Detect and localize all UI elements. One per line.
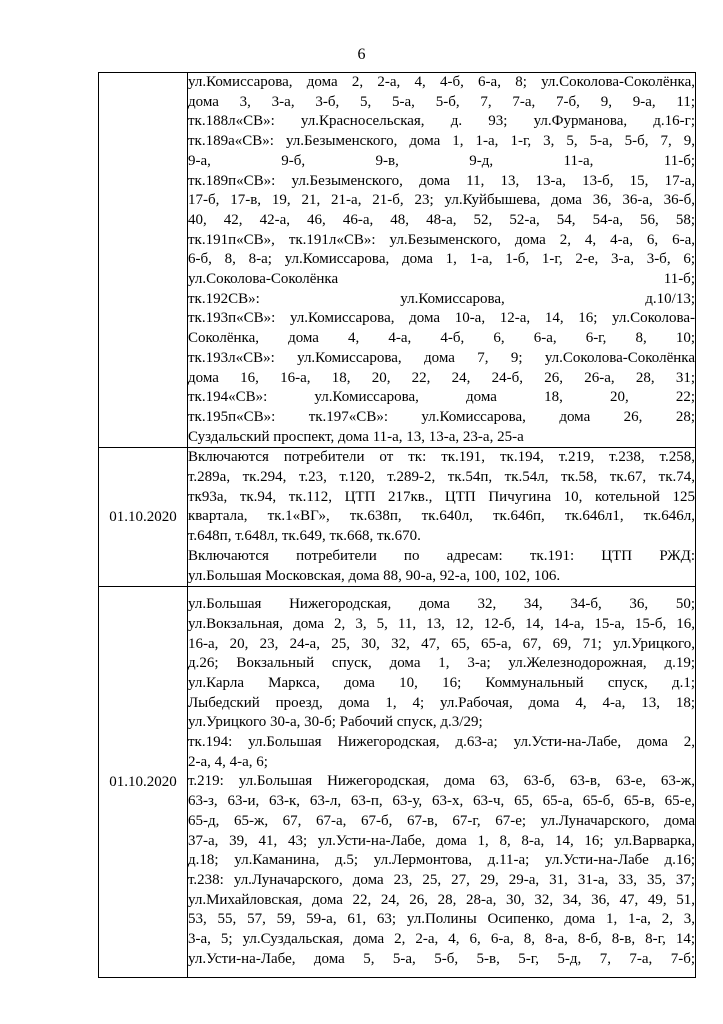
- text-line: дома 3, 3-а, 3-б, 5, 5-а, 5-б, 7, 7-а, 7-б, 9, 9-а, 11;: [188, 93, 695, 110]
- text-line: ул.Вокзальная, дома 2, 3, 5, 11, 13, 12, 12-б, 14, 14-а, 15-а, 15-б, 16,: [188, 615, 695, 632]
- text-line: тк.194«СВ»: ул.Комиссарова, дома 18, 20, 22;: [188, 389, 695, 406]
- text-line: 37-а, 39, 41, 43; ул.Усти-на-Лабе, дома 1, 8, 8-а, 14, 16; ул.Варварка,: [188, 832, 695, 849]
- text-line: Включаются потребители от тк: тк.191, тк.194, т.219, т.238, т.258,: [188, 449, 695, 466]
- table-row: [99, 448, 696, 587]
- date-cell: 01.10.2020: [99, 587, 188, 978]
- text-line: тк.192СВ»: ул.Комиссарова, д.10/13;: [188, 290, 695, 307]
- text-line: тк93а, тк.94, тк.112, ЦТП 217кв., ЦТП Пичугина 10, котельной 125: [188, 488, 695, 505]
- text-line: ул.Михайловская, дома 22, 24, 26, 28, 28-а, 30, 32, 34, 36, 47, 49, 51,: [188, 891, 695, 908]
- text-line: 17-б, 17-в, 19, 21, 21-а, 21-б, 23; ул.Куйбышева, дома 36, 36-а, 36-б,: [188, 192, 695, 209]
- text-line: квартала, тк.1«ВГ», тк.638п, тк.640л, тк.646п, тк.646л1, тк.646л,: [188, 508, 695, 525]
- page-number: 6: [357, 46, 366, 63]
- text-line: Включаются потребители по адресам: тк.191: ЦТП РЖД:: [188, 547, 695, 564]
- text-line: тк.195п«СВ»: тк.197«СВ»: ул.Комиссарова, дома 26, 28;: [188, 408, 695, 425]
- text-line: д.26; Вокзальный спуск, дома 1, 3-а; ул.Железнодорожная, д.19;: [188, 655, 695, 672]
- text-line: Соколёнка, дома 4, 4-а, 4-б, 6, 6-а, 6-г, 8, 10;: [188, 330, 695, 347]
- text-line: ул.Большая Московская, дома 88, 90-а, 92-а, 100, 102, 106.: [188, 567, 561, 584]
- date-cell: [99, 73, 188, 448]
- text-line: т.219: ул.Большая Нижегородская, дома 63, 63-б, 63-в, 63-е, 63-ж,: [188, 773, 695, 790]
- text-line: тк.188л«СВ»: ул.Красносельская, д. 93; ул.Фурманова, д.16-г;: [188, 113, 695, 130]
- text-line: т.648п, т.648л, тк.649, тк.668, тк.670.: [188, 528, 421, 545]
- table-row: [99, 73, 696, 448]
- text-line: Лыбедский проезд, дома 1, 4; ул.Рабочая, дома 4, 4-а, 13, 18;: [188, 694, 695, 711]
- text-line: тк.189п«СВ»: ул.Безыменского, дома 11, 13, 13-а, 13-б, 15, 17-а,: [188, 172, 695, 189]
- text-line: ул.Соколова-Соколёнка 11-б;: [188, 271, 695, 288]
- text-line: т.238: ул.Луначарского, дома 23, 25, 27, 29, 29-а, 31, 31-а, 33, 35, 37;: [188, 871, 695, 888]
- text-line: т.289а, тк.294, т.23, т.120, т.289-2, тк.54п, тк.54л, тк.58, тк.67, тк.74,: [188, 469, 695, 486]
- text-line: 40, 42, 42-а, 46, 46-а, 48, 48-а, 52, 52-а, 54, 54-а, 56, 58;: [188, 211, 695, 228]
- text-line: 3-а, 5; ул.Суздальская, дома 2, 2-а, 4, 6, 6-а, 8, 8-а, 8-б, 8-в, 8-г, 14;: [188, 931, 695, 948]
- text-line: тк.191п«СВ», тк.191л«СВ»: ул.Безыменского, дома 2, 4, 4-а, 6, 6-а,: [188, 231, 695, 248]
- schedule-table: [98, 72, 696, 978]
- text-line: ул.Карла Маркса, дома 10, 16; Коммунальный спуск, д.1;: [188, 674, 695, 691]
- text-line: тк.189а«СВ»: ул.Безыменского, дома 1, 1-а, 1-г, 3, 5, 5-а, 5-б, 7, 9,: [188, 133, 695, 150]
- text-line: Суздальский проспект, дома 11-а, 13, 13-а, 23-а, 25-а: [188, 428, 524, 445]
- text-line: д.18; ул.Каманина, д.5; ул.Лермонтова, д.11-а; ул.Усти-на-Лабе д.16;: [188, 852, 695, 869]
- text-line: дома 16, 16-а, 18, 20, 22, 24, 24-б, 26, 26-а, 28, 31;: [188, 369, 695, 386]
- text-line: тк.193л«СВ»: ул.Комиссарова, дома 7, 9; ул.Соколова-Соколёнка: [188, 349, 695, 366]
- text-line: 2-а, 4, 4-а, 6;: [188, 753, 268, 770]
- text-line: 6-б, 8, 8-а; ул.Комиссарова, дома 1, 1-а, 1-б, 1-г, 2-е, 3-а, 3-б, 6;: [188, 251, 695, 268]
- text-line: тк.193п«СВ»: ул.Комиссарова, дома 10-а, 12-а, 14, 16; ул.Соколова-: [188, 310, 695, 327]
- text-line: ул.Большая Нижегородская, дома 32, 34, 34-б, 36, 50;: [188, 596, 695, 613]
- date-cell: 01.10.2020: [99, 448, 188, 587]
- address-cell: [188, 587, 696, 978]
- text-line: 16-а, 20, 23, 24-а, 25, 30, 32, 47, 65, 65-а, 67, 69, 71; ул.Урицкого,: [188, 635, 695, 652]
- text-line: 9-а, 9-б, 9-в, 9-д, 11-а, 11-б;: [188, 152, 695, 169]
- text-line: 53, 55, 57, 59, 59-а, 61, 63; ул.Полины Осипенко, дома 1, 1-а, 2, 3,: [188, 911, 695, 928]
- text-line: ул.Усти-на-Лабе, дома 5, 5-а, 5-б, 5-в, 5-г, 5-д, 7, 7-а, 7-б;: [188, 950, 695, 967]
- text-line: ул.Урицкого 30-а, 30-б; Рабочий спуск, д.3/29;: [188, 714, 483, 731]
- address-cell: [188, 448, 696, 587]
- text-line: тк.194: ул.Большая Нижегородская, д.63-а; ул.Усти-на-Лабе, дома 2,: [188, 734, 695, 751]
- text-line: ул.Комиссарова, дома 2, 2-а, 4, 4-б, 6-а, 8; ул.Соколова-Соколёнка,: [188, 74, 695, 90]
- address-cell: [188, 73, 696, 448]
- text-line: 65-д, 65-ж, 67, 67-а, 67-б, 67-в, 67-г, 67-е; ул.Луначарского, дома: [188, 812, 695, 829]
- table-row: [99, 587, 696, 978]
- text-line: 63-з, 63-и, 63-к, 63-л, 63-п, 63-у, 63-х, 63-ч, 65, 65-а, 65-б, 65-в, 65-е,: [188, 793, 695, 810]
